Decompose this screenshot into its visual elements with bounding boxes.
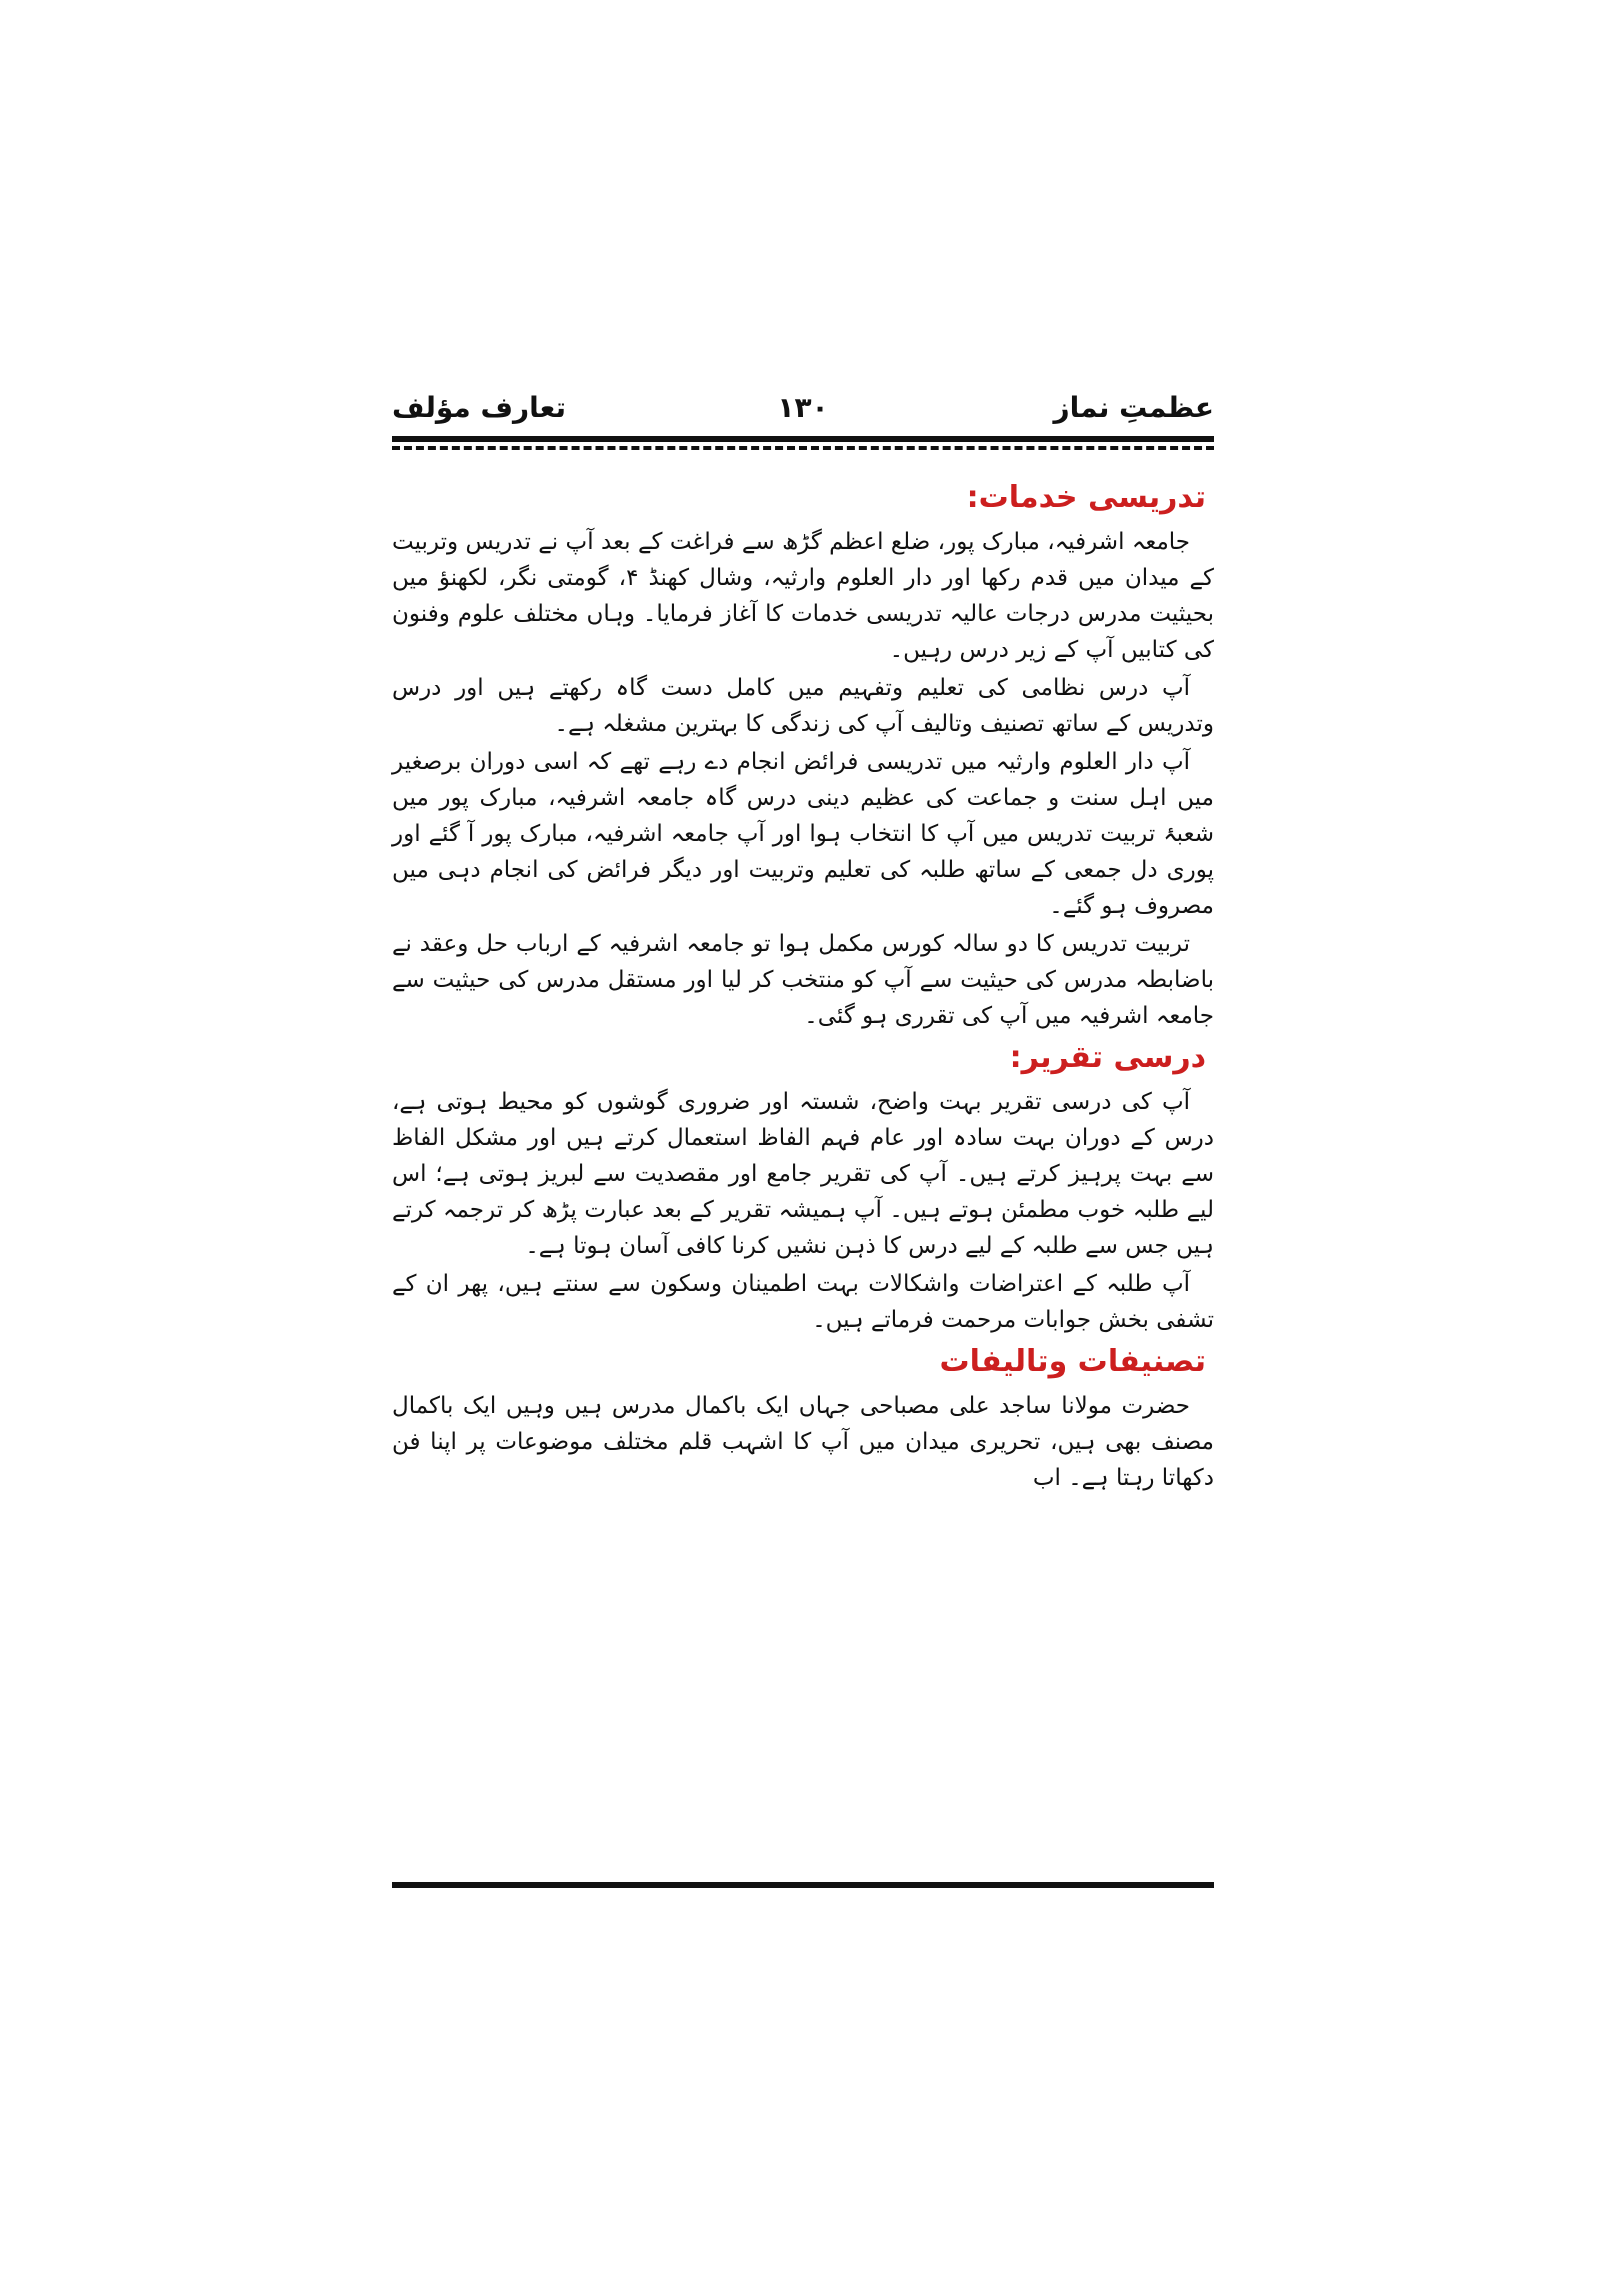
footer-rule <box>392 1882 1214 1888</box>
section-heading-writings: تصنیفات وتالیفات <box>939 1344 1206 1379</box>
book-title: عظمتِ نماز <box>1053 391 1214 424</box>
header-rule-dashed <box>392 446 1214 450</box>
paragraph: آپ طلبہ کے اعتراضات واشکالات بہت اطمینان وسکون سے سنتے ہیں، پھر ان کے تشفی بخش جوابات مرحمت فرماتے ہیں۔ <box>392 1271 1214 1333</box>
section-heading-teaching-services: تدریسی خدمات: <box>966 480 1206 515</box>
paragraph: آپ دار العلوم وارثیہ میں تدریسی فرائض انجام دے رہے تھے کہ اسی دوران برصغیر میں اہل سنت و جماعت کی عظیم دینی درس گاہ جامعہ اشرفیہ، مبارک پور میں شعبۂ تربیت تدریس میں آپ کا انتخاب ہوا اور آپ جامعہ اشرفیہ، مبارک پور آ گئے اور پوری دل جمعی کے ساتھ طلبہ کی تعلیم وتربیت اور دیگر فرائض کی انجام دہی میں مصروف ہو گئے۔ <box>392 749 1214 919</box>
paragraph: جامعہ اشرفیہ، مبارک پور، ضلع اعظم گڑھ سے فراغت کے بعد آپ نے تدریس وتربیت کے میدان میں قدم رکھا اور دار العلوم وارثیہ، وشال کھنڈ ۴، گومتی نگر، لکھنؤ میں بحیثیت مدرس درجات عالیہ تدریسی خدمات کا آغاز فرمایا۔ وہاں مختلف علوم وفنون کی کتابیں آپ کے زیر درس رہیں۔ <box>392 529 1214 663</box>
paragraph: تربیت تدریس کا دو سالہ کورس مکمل ہوا تو جامعہ اشرفیہ کے ارباب حل وعقد نے باضابطہ مدرس کی حیثیت سے آپ کو منتخب کر لیا اور مستقل مدرس کی حیثیت سے جامعہ اشرفیہ میں آپ کی تقرری ہو گئی۔ <box>392 931 1214 1029</box>
page-body <box>392 476 1214 1498</box>
chapter-title: تعارف مؤلف <box>392 391 566 424</box>
section-heading-lecture: درسی تقریر: <box>1009 1040 1206 1075</box>
paragraph: آپ درس نظامی کی تعلیم وتفہیم میں کامل دست گاہ رکھتے ہیں اور درس وتدریس کے ساتھ تصنیف وتالیف آپ کی زندگی کا بہترین مشغلہ ہے۔ <box>392 675 1214 737</box>
book-page <box>392 380 1214 2290</box>
page-number: ۱۳۰ <box>777 391 829 424</box>
running-header <box>392 380 1214 440</box>
paragraph: آپ کی درسی تقریر بہت واضح، شستہ اور ضروری گوشوں کو محیط ہوتی ہے، درس کے دوران بہت سادہ اور عام فہم الفاظ استعمال کرتے ہیں اور مشکل الفاظ سے بہت پرہیز کرتے ہیں۔ آپ کی تقریر جامع اور مقصدیت سے لبریز ہوتی ہے؛ اس لیے طلبہ خوب مطمئن ہوتے ہیں۔ آپ ہمیشہ تقریر کے بعد عبارت پڑھ کر ترجمہ کرتے ہیں جس سے طلبہ کے لیے درس کا ذہن نشیں کرنا کافی آسان ہوتا ہے۔ <box>392 1089 1214 1259</box>
header-rule-solid <box>392 436 1214 442</box>
paragraph: حضرت مولانا ساجد علی مصباحی جہاں ایک باکمال مدرس ہیں وہیں ایک باکمال مصنف بھی ہیں، تحریری میدان میں آپ کا اشہب قلم مختلف موضوعات پر اپنا فن دکھاتا رہتا ہے۔ اب <box>392 1393 1214 1491</box>
